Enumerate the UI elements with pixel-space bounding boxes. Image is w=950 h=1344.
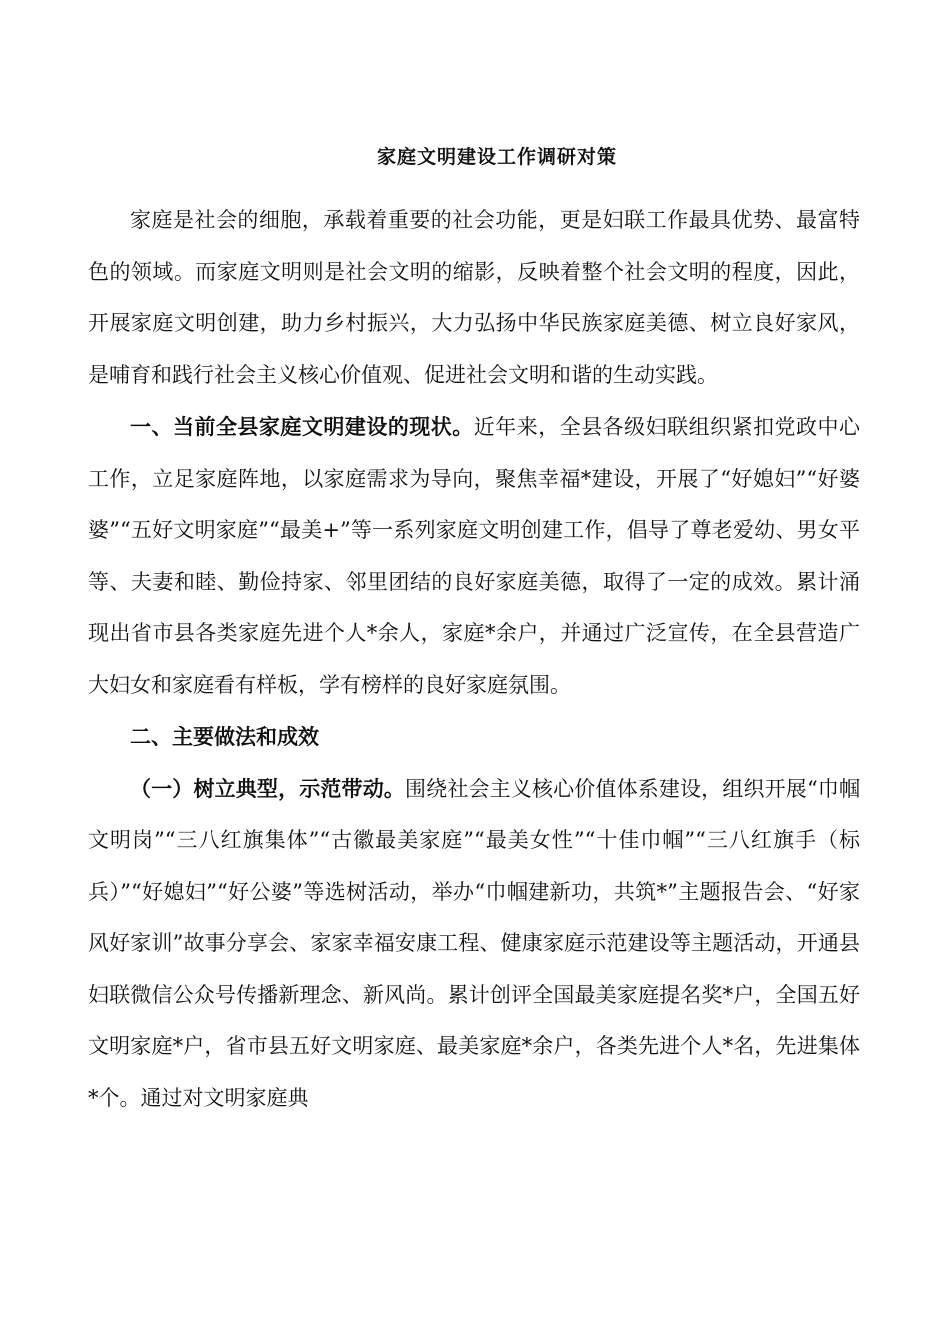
section2-sub1-text: 围绕社会主义核心价值体系建设，组织开展“巾帼文明岗”“三八红旗集体”“古徽最美家庭”“最美女性”“十佳巾帼”“三八红旗手（标兵）”“好媳妇”“好公婆”等选树活动，举办“巾帼建新功，共筑*”主题报告会、“好家风好家训”故事分享会、家家幸福安康工程、健康家庭示范建设等主题活动，开通县妇联微信公众号传播新理念、新风尚。累计创评全国最美家庭提名奖*户，全国五好文明家庭*户，省市县五好文明家庭、最美家庭*余户，各类先进个人*名，先进集体*个。通过对文明家庭典 [88,776,861,1110]
intro-paragraph: 家庭是社会的细胞，承载着重要的社会功能，更是妇联工作最具优势、最富特色的领域。而家庭文明则是社会文明的缩影，反映着整个社会文明的程度，因此，开展家庭文明创建，助力乡村振兴，大力弘扬中华民族家庭美德、树立良好家风，是哺育和践行社会主义核心价值观、促进社会文明和谐的生动实践。 [88,208,860,387]
section2-sub1-paragraph [88,763,860,1125]
section1-text: 近年来，全县各级妇联组织紧扣党政中心工作，立足家庭阵地，以家庭需求为导向，聚焦幸福*建设，开展了“好媳妇”“好婆婆”“五好文明家庭”“最美+”等一系列家庭文明创建工作，倡导了尊老爱幼、男女平等、夫妻和睦、勤俭持家、邻里团结的良好家庭美德，取得了一定的成效。累计涌现出省市县各类家庭先进个人*余人，家庭*余户，并通过广泛宣传，在全县营造广大妇女和家庭看有样板，学有榜样的良好家庭氛围。 [88,415,861,697]
section2-heading: 二、主要做法和成效 [130,724,319,749]
document-title: 家庭文明建设工作调研对策 [376,146,617,168]
section2-sub1-heading: （一）树立典型，示范带动。 [130,775,406,801]
document-body [88,195,860,1124]
section1-paragraph [88,401,860,711]
section1-heading: 一、当前全县家庭文明建设的现状。 [130,414,474,439]
